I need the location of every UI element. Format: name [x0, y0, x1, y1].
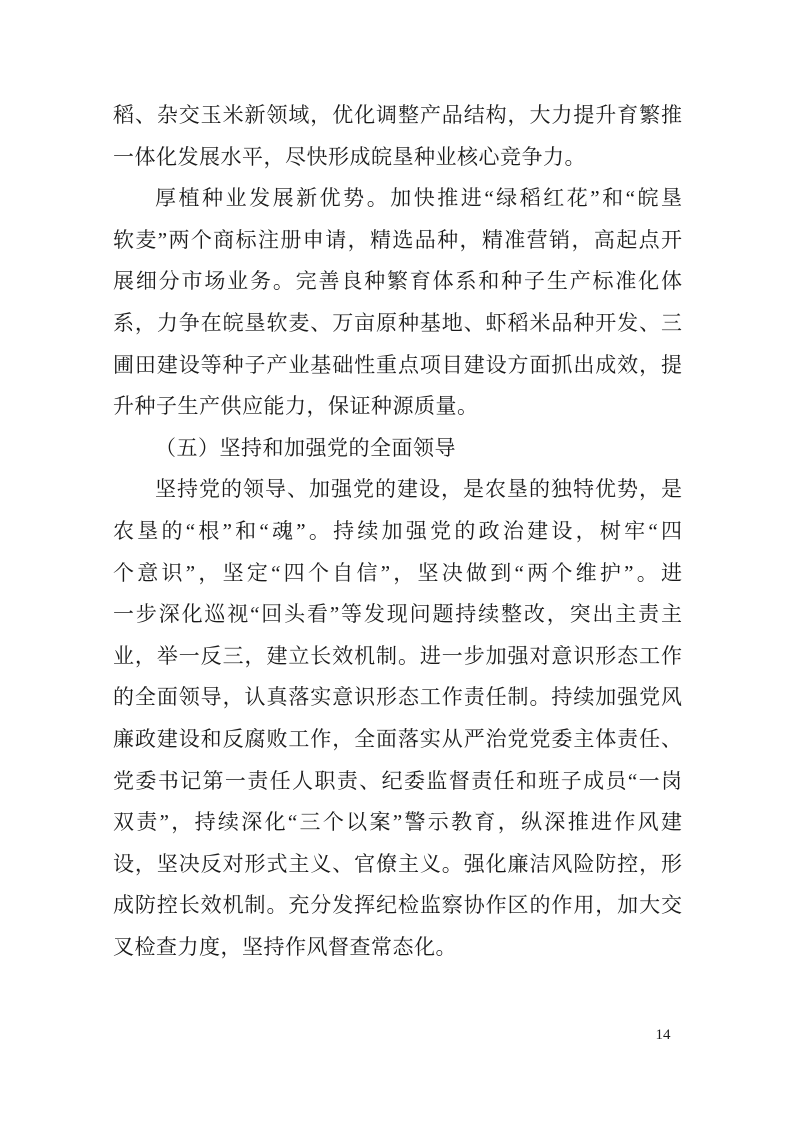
doc-line: 一体化发展水平，尽快形成皖垦种业核心竞争力。	[113, 144, 586, 169]
section-heading: （五）坚持和加强党的全面领导	[155, 435, 456, 460]
doc-line: 的全面领导，认真落实意识形态工作责任制。持续加强党风	[113, 685, 682, 710]
doc-line: 稻、杂交玉米新领域，优化调整产品结构，大力提升育繁推	[113, 103, 682, 127]
doc-line: 一步深化巡视“回头看”等发现问题持续整改，突出主责主	[113, 602, 682, 627]
doc-line: 党委书记第一责任人职责、纪委监督责任和班子成员“一岗	[113, 768, 682, 793]
doc-line: 叉检查力度，坚持作风督查常态化。	[113, 934, 457, 959]
doc-line: 升种子生产供应能力，保证种源质量。	[113, 394, 479, 419]
doc-line: 坚持党的领导、加强党的建设，是农垦的独特优势，是	[155, 477, 682, 502]
doc-line: 业，举一反三，建立长效机制。进一步加强对意识形态工作	[113, 643, 682, 668]
doc-line: 圃田建设等种子产业基础性重点项目建设方面抓出成效，提	[113, 352, 682, 377]
doc-line: 系，力争在皖垦软麦、万亩原种基地、虾稻米品种开发、三	[113, 310, 682, 335]
doc-line: 展细分市场业务。完善良种繁育体系和种子生产标准化体	[113, 269, 682, 294]
doc-line: 成防控长效机制。充分发挥纪检监察协作区的作用，加大交	[113, 893, 682, 918]
doc-line: 厚植种业发展新优势。加快推进“绿稻红花”和“皖垦	[155, 186, 682, 211]
doc-line: 软麦”两个商标注册申请，精选品种，精准营销，高起点开	[113, 227, 682, 252]
doc-line: 廉政建设和反腐败工作，全面落实从严治党党委主体责任、	[113, 726, 682, 751]
document-text-block	[113, 95, 682, 968]
page-number: 14	[655, 1027, 671, 1043]
doc-line: 农垦的“根”和“魂”。持续加强党的政治建设，树牢“四	[113, 518, 682, 543]
doc-line: 个意识”，坚定“四个自信”，坚决做到“两个维护”。进	[113, 560, 682, 585]
doc-line: 双责”，持续深化“三个以案”警示教育，纵深推进作风建	[113, 810, 682, 835]
doc-line: 设，坚决反对形式主义、官僚主义。强化廉洁风险防控，形	[113, 851, 682, 876]
